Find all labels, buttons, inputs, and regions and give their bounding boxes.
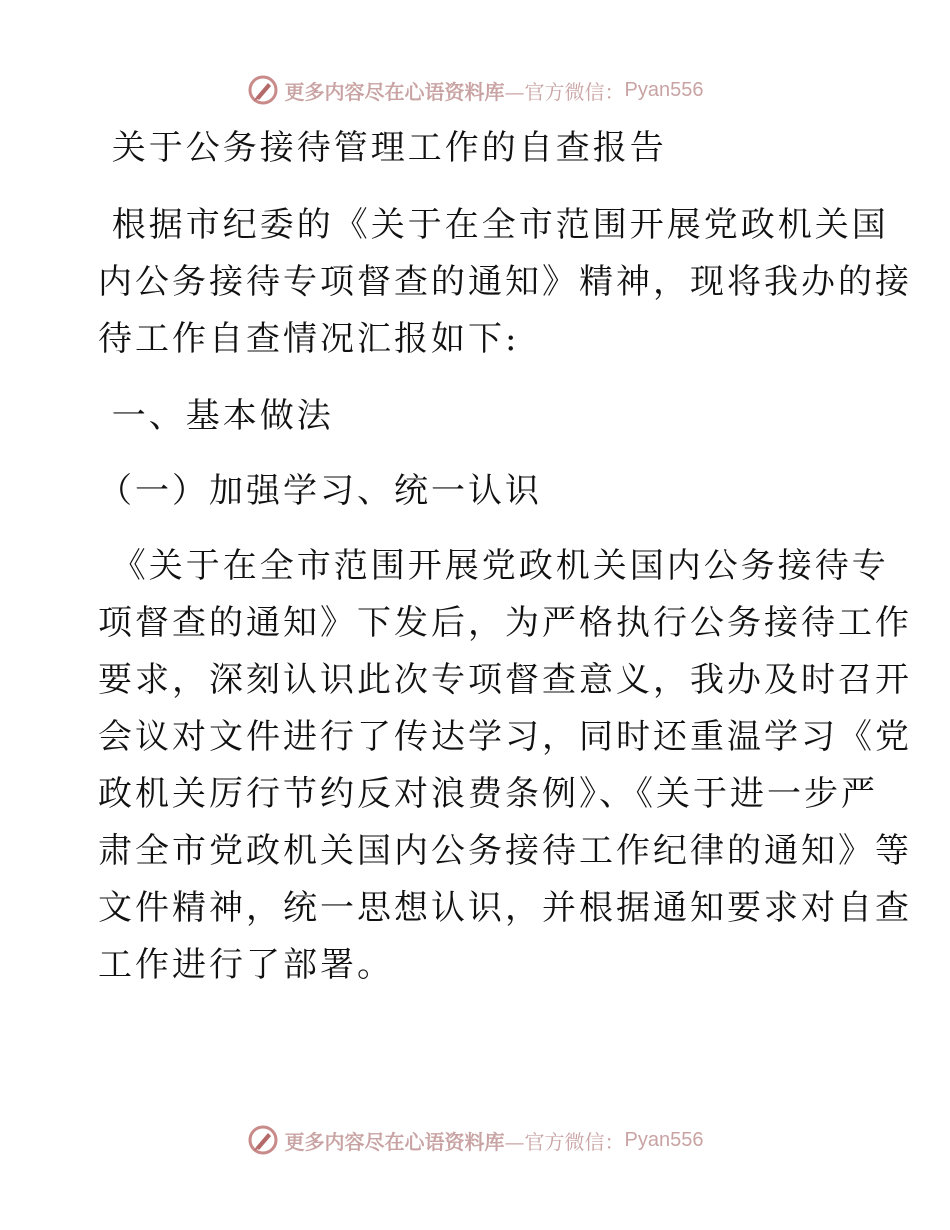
watermark-main-text: 更多内容尽在心语资料库 [284,79,505,104]
document-body [98,120,912,994]
section-heading: 一、基本做法 [98,396,334,436]
paragraph-study [98,538,912,994]
watermark-footer [0,1120,950,1160]
paragraph-line: 项督查的通知》下发后，为严格执行公务接待工作 [98,603,912,643]
paragraph-line: 工作进行了部署。 [98,945,394,985]
paragraph-line: 文件精神，统一思想认识，并根据通知要求对自查 [98,888,912,928]
paragraph-line: 政机关厉行节约反对浪费条例》、《关于进一步严 [98,774,878,814]
paragraph-line: 要求，深刻认识此次专项督查意义，我办及时召开 [98,660,912,700]
paragraph-line: 根据市纪委的《关于在全市范围开展党政机关国 [98,205,889,245]
document-title: 关于公务接待管理工作的自查报告 [98,128,667,168]
watermark-id-text: Pyan556 [624,78,704,101]
watermark-main-text: 更多内容尽在心语资料库 [284,1129,505,1154]
pen-logo-icon [247,74,279,106]
paragraph-line: 待工作自查情况汇报如下: [98,319,520,359]
paragraph-line: 肃全市党政机关国内公务接待工作纪律的通知》等 [98,831,912,871]
watermark-sub-text: —官方微信： [504,1129,625,1154]
paragraph-intro [98,197,912,368]
paragraph-line: 内公务接待专项督查的通知》精神，现将我办的接 [98,262,912,302]
paragraph-line: 《关于在全市范围开展党政机关国内公务接待专 [98,546,889,586]
subsection-heading: （一）加强学习、统一认识 [98,471,542,511]
watermark-header [0,70,950,110]
watermark-sub-text: —官方微信： [504,79,625,104]
watermark-id-text: Pyan556 [624,1128,704,1151]
pen-logo-icon [247,1124,279,1156]
paragraph-line: 会议对文件进行了传达学习，同时还重温学习《党 [98,717,912,757]
